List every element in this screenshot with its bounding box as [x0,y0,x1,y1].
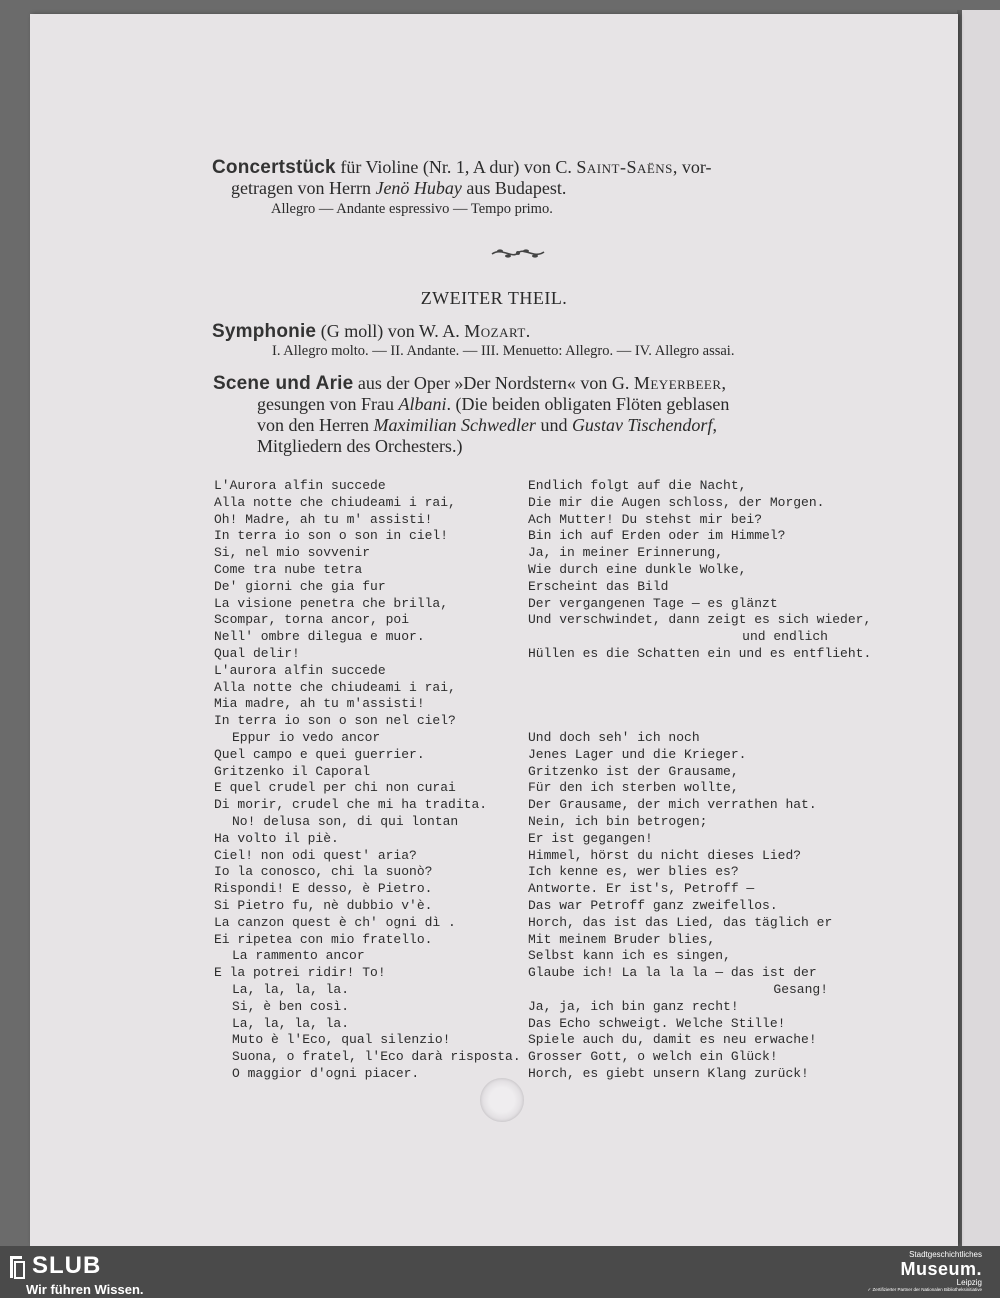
scene-arie-title: Scene und Arie [213,373,354,394]
scene-arie-line4: Mitgliedern des Orchesters.) [257,436,463,456]
lyric-line: Glaube ich! La la la la — das ist der [528,965,817,981]
concertstueck-text: für Violine (Nr. 1, A dur) von C. [335,157,577,177]
flutist-schwedler: Maximilian Schwedler [373,415,536,435]
lyric-line: Spiele auch du, damit es neu erwache! [528,1032,817,1048]
lyric-line: E la potrei ridir! To! [214,965,386,981]
composer-saint-saens: Saint-Saëns [576,157,673,177]
symphonie-title: Symphonie [212,321,317,342]
lyric-line: Für den ich sterben wollte, [528,780,739,796]
lyric-line: L'aurora alfin succede [214,662,386,678]
lyric-line: Mia madre, ah tu m'assisti! [214,696,425,712]
lyric-line: La, la, la, la. [232,981,350,997]
lyric-spacer [528,680,828,697]
lyric-line: Muto è l'Eco, qual silenzio! [232,1032,451,1048]
lyric-line: L'Aurora alfin succede [214,478,386,493]
lyric-line: Und verschwindet, dann zeigt es sich wieder, [528,612,872,628]
scene-arie-line3-end: , [712,415,717,435]
symphonie-end: . [525,321,531,341]
lyric-line: Horch, es giebt unsern Klang zurück! [528,1065,809,1081]
lyric-line: Erscheint das Bild [528,578,669,594]
floral-ornament-icon [488,245,548,261]
lyric-line: Alla notte che chiudeami i rai, [214,494,456,510]
lyric-line: Ei ripetea con mio fratello. [214,931,433,947]
scene-arie-line3-start: von den Herren [257,415,374,435]
lyric-line: In terra io son o son nel ciel? [214,713,456,729]
lyrics-german-column [528,478,872,1083]
lyric-line: Come tra nube tetra [214,561,363,577]
symphonie-text: (G moll) von W. A. [316,321,465,341]
scene-arie-line2 [257,393,857,415]
lyric-line: Wie durch eine dunkle Wolke, [528,561,747,577]
lyric-line: Gritzenko ist der Grausame, [528,763,739,779]
lyric-line: Ha volto il piè. [214,830,339,846]
scene-arie-line3 [257,414,857,436]
symphonie-movements: I. Allegro molto. — II. Andante. — III. Menuetto: Allegro. — IV. Allegro assai. [272,343,735,359]
page-content [30,14,958,1246]
lyric-line: Di morir, crudel che mi ha tradita. [214,797,488,813]
lyric-line: Ach Mutter! Du stehst mir bei? [528,511,763,527]
lyric-line: Bin ich auf Erden oder im Himmel? [528,528,786,544]
flutist-tischendorf: Gustav Tischendorf [571,415,713,435]
lyric-line: Nell' ombre dilegua e muor. [214,629,425,645]
lyric-line: Mit meinem Bruder blies, [528,931,716,947]
lyric-line: Das Echo schweigt. Welche Stille! [528,1015,786,1031]
museum-logo[interactable] [822,1250,982,1293]
scene-arie-line3-mid: und [535,415,572,435]
lyric-line: Grosser Gott, o welch ein Glück! [528,1049,778,1065]
lyric-line: Himmel, hörst du nicht dieses Lied? [528,847,802,863]
lyric-line: Ja, ja, ich bin ganz recht! [528,998,739,1014]
lyric-line: Der vergangenen Tage — es glänzt [528,595,778,611]
museum-top: Stadtgeschichtliches [909,1250,982,1259]
concertstueck-movements: Allegro — Andante espressivo — Tempo primo. [271,201,553,217]
lyric-line: La visione penetra che brilla, [214,595,449,611]
concertstueck-line2-start: getragen von Herrn [231,178,376,198]
lyric-line: Suona, o fratel, l'Eco darà risposta. [232,1049,521,1065]
lyric-spacer [528,713,828,730]
slub-logo-icon[interactable] [8,1254,26,1280]
museum-city: Leipzig [956,1278,982,1287]
lyric-line: La canzon quest è ch' ogni dì . [214,914,456,930]
concertstueck-line2 [231,177,831,199]
lyric-line: Scompar, torna ancor, poi [214,612,410,628]
composer-mozart: Mozart [464,321,526,341]
lyric-line: Si Pietro fu, nè dubbio v'è. [214,897,433,913]
lyric-line: Alla notte che chiudeami i rai, [214,679,456,695]
museum-note: ✓ Zertifizierter Partner der Nationalen Bibliotheksinitiative [867,1287,982,1292]
singer-albani: Albani [398,394,447,414]
blind-stamp-icon [480,1078,524,1122]
lyric-line: Si, nel mio sovvenir [214,545,371,561]
lyric-spacer [528,663,828,680]
lyric-line: Das war Petroff ganz zweifellos. [528,897,778,913]
slub-name[interactable]: SLUB [32,1252,102,1279]
section-title: ZWEITER THEIL. [420,288,568,308]
lyric-line: Ja, in meiner Erinnerung, [528,545,724,561]
lyric-line: Gritzenko il Caporal [214,763,371,779]
lyric-line: Qual delir! [214,645,300,661]
lyric-line: Hüllen es die Schatten ein und es entflieht. [528,645,872,661]
museum-name: Museum. [900,1259,982,1279]
lyric-line: Er ist gegangen! [528,830,653,846]
lyric-line: In terra io son o son in ciel! [214,528,449,544]
lyric-line: Oh! Madre, ah tu m' assisti! [214,511,433,527]
scene-arie-line2-end: . (Die beiden obligaten Flöten geblasen [446,394,730,414]
concertstueck-text-end: , vor- [672,157,712,177]
lyric-line: Gesang! [773,981,828,997]
lyric-line: No! delusa son, di qui lontan [232,813,459,829]
lyric-line: Horch, das ist das Lied, das täglich er [528,914,833,930]
lyric-line: Die mir die Augen schloss, der Morgen. [528,494,825,510]
lyrics-italian-column [214,478,521,1083]
scene-arie-text: aus der Oper »Der Nordstern« von G. [353,373,634,393]
scene-arie-line1 [213,372,833,395]
concertstueck-line1 [212,156,832,179]
lyric-line: Endlich folgt auf die Nacht, [528,478,747,493]
program-page [30,14,958,1246]
lyric-spacer [528,696,828,713]
concertstueck-title: Concertstück [212,157,336,178]
lyric-line: Antworte. Er ist's, Petroff — [528,881,755,897]
lyric-line: Ciel! non odi quest' aria? [214,847,417,863]
lyric-line: Eppur io vedo ancor [232,729,381,745]
lyric-line: Jenes Lager und die Krieger. [528,746,747,762]
lyric-line: E quel crudel per chi non curai [214,780,456,796]
lyric-line: Selbst kann ich es singen, [528,948,731,964]
symphonie-line [212,320,832,343]
performer-hubay: Jenö Hubay [375,178,462,198]
lyric-line: Rispondi! E desso, è Pietro. [214,881,433,897]
scene-arie-line2-start: gesungen von Frau [257,394,399,414]
lyric-line: La rammento ancor [232,948,365,964]
lyric-line: Und doch seh' ich noch [528,729,700,745]
lyric-line: Der Grausame, der mich verrathen hat. [528,797,817,813]
next-page-edge [962,10,1000,1246]
lyric-line: Ich kenne es, wer blies es? [528,864,739,880]
lyric-line: Si, è ben così. [232,998,350,1014]
lyric-line: Io la conosco, chi la suonò? [214,864,433,880]
lyric-line: Nein, ich bin betrogen; [528,813,708,829]
lyric-line: Quel campo e quei guerrier. [214,746,425,762]
lyric-line: und endlich [742,629,828,645]
composer-meyerbeer: Meyerbeer [633,373,722,393]
slub-tagline: Wir führen Wissen. [26,1282,144,1297]
scene-arie-text-end: , [721,373,727,393]
lyric-line: La, la, la, la. [232,1015,350,1031]
lyric-line: O maggior d'ogni piacer. [232,1065,420,1081]
lyric-line: De' giorni che gia fur [214,578,386,594]
concertstueck-line2-end: aus Budapest. [461,178,567,198]
